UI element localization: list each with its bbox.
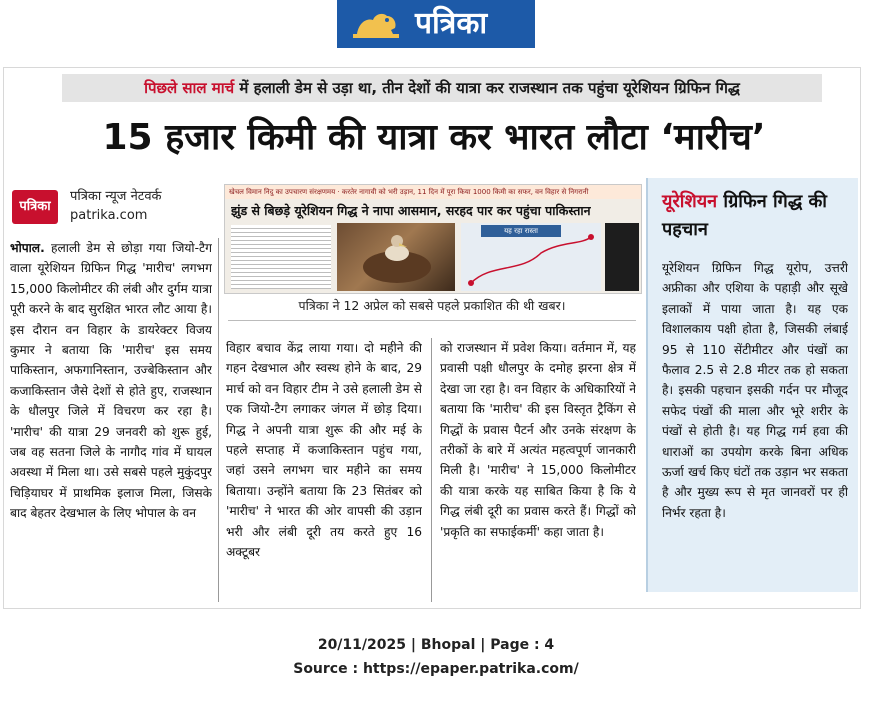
vulture-icon	[337, 223, 455, 291]
masthead-name: पत्रिका	[415, 6, 488, 41]
route-map	[461, 223, 601, 291]
article-column-2: विहार बचाव केंद्र लाया गया। दो महीने की गहन देखभाल और स्वस्थ होने के बाद, 29 मार्च को वन विहार टीम ने उसे हलाली डेम से एक जियो-टैग लगाकर जंगल में छोड़ दिया। गिद्ध ने अपनी यात्रा शुरू की और मई के पहले सप्ताह में कजाकिस्तान पहुंच गया, जहां उसने लगभग चार महीने का समय बिताया। उन्होंने बताया कि 23 सितंबर को 'मारीच' ने भारत की ओर वापसी की उड़ान भरी और लंबी दूरी तय करते हुए 16 अक्टूबर	[226, 341, 422, 560]
masthead	[337, 0, 535, 48]
byline-logo: पत्रिका	[12, 190, 58, 224]
footer-source: Source : https://epaper.patrika.com/	[293, 661, 579, 677]
kicker-text: में हलाली डेम से उड़ा था, तीन देशों की यात्रा कर राजस्थान तक पहुंचा यूरेशियन ग्रिफिन गिद्ध	[234, 79, 740, 97]
inset-side-panel	[605, 223, 639, 291]
sidebar-body: यूरेशियन ग्रिफिन गिद्ध यूरोप, उत्तरी अफ्रीका और एशिया के पहाड़ी और सूखे इलाकों में पाया जाता है। यह एक विशालकाय पक्षी होता है, जिसकी लंबाई 95 से 110 सेंटीमीटर और पंखों का फैलाव 2.5 से 2.8 मीटर तक हो सकता है। इसकी पहचान इसकी गर्दन पर मौजूद सफेद पंखों की माला और भूरे शरीर के पंखों से होती है। यह गिद्ध गर्म हवा की धाराओं का उपयोग करके बिना अधिक ऊर्जा खर्च किए घंटों तक उड़ान भर सकता है और मुख्य रूप से मृत जानवरों पर ही निर्भर रहता है।	[662, 261, 848, 520]
kicker-highlight: पिछले साल मार्च	[144, 79, 235, 97]
article-column-3: को राजस्थान में प्रवेश किया। वर्तमान में, यह प्रवासी पक्षी धौलपुर के दमोह झरना क्षेत्र में देखा जा रहा है। वन विहार के अधिकारियों ने बताया कि 'मारीच' की इस विस्तृत ट्रैकिंग से गिद्धों के प्रवास पैटर्न और उनके संरक्षण के तरीकों के बारे में अत्यंत महत्वपूर्ण जानकारी मिली है। 'मारीच' ने 15,000 किलोमीटर की यात्रा करके यह साबित किया है कि ये गिद्ध लंबी दूरी का प्रवास करते हैं। गिद्धों को 'प्रकृति का सफाईकर्मी' कहा जाता है।	[440, 341, 636, 539]
route-map-title: यह रहा रास्ता	[481, 225, 561, 237]
sidebar-title-highlight: यूरेशियन	[662, 191, 718, 212]
inset-text-block	[231, 225, 331, 289]
byline-site: patrika.com	[70, 208, 148, 223]
sidebar-border	[646, 178, 648, 592]
sidebar-info-box	[646, 178, 858, 592]
caption-divider	[228, 320, 636, 321]
inset-clipping-image	[224, 184, 642, 294]
inset-headline: झुंड से बिछड़े यूरेशियन गिद्ध ने नापा आसमान, सरहद पार कर पहुंचा पाकिस्तान	[231, 203, 591, 218]
inset-caption: पत्रिका ने 12 अप्रेल को सबसे पहले प्रकाशित की थी खबर।	[298, 298, 566, 313]
vulture-photo	[337, 223, 455, 291]
footer-date-page: 20/11/2025 | Bhopal | Page : 4	[317, 637, 555, 653]
kicker	[62, 74, 822, 102]
article-column-1-text: हलाली डेम से छोड़ा गया जियो-टैग वाला यूरेशियन ग्रिफिन गिद्ध 'मारीच' लगभग 15,000 किलोमीटर की लंबी और दुर्गम यात्रा पूरी करने के बाद सुरक्षित भारत लौट आया है। इस दौरान वन विहार के डायरेक्टर विजय कुमार ने बताया कि 'मारीच' इस समय पाकिस्तान, अफगानिस्तान, उज्बेकिस्तान और कजाकिस्तान जैसे देशों से होते हुए, राजस्थान के धौलपुर जिले में विचरण कर रहा है। 'मारीच' की यात्रा 29 जनवरी को शुरू हुई, जब वह सतना जिले के नागौद गांव में घायल अवस्था में मिला था। उसे सबसे पहले मुकुंदपुर चिड़ियाघर में प्राथमिक इलाज मिला, जिसके बाद बेहतर देखभाल के लिए भोपाल के वन	[10, 241, 212, 521]
column-divider	[218, 238, 219, 602]
headline: 15 हजार किमी की यात्रा कर भारत लौटा ‘मारीच’	[102, 117, 766, 158]
sidebar-title	[662, 188, 852, 244]
article-column-1	[10, 238, 212, 602]
dateline: भोपाल.	[10, 241, 45, 255]
column-divider	[431, 338, 432, 602]
byline-agency: पत्रिका न्यूज नेटवर्क	[70, 189, 162, 204]
lion-logo-icon	[351, 8, 401, 40]
sidebar-title-text: ग्रिफिन गिद्ध की पहचान	[662, 191, 827, 240]
inset-topline: खेचल विमान निदु का उपचारण संरक्षणमय · करतेर नागावी को भरी उड़ान, 11 दिन में पूरा किया 1000 किमी का सफर, वन विहार से निगरानी	[225, 185, 642, 199]
